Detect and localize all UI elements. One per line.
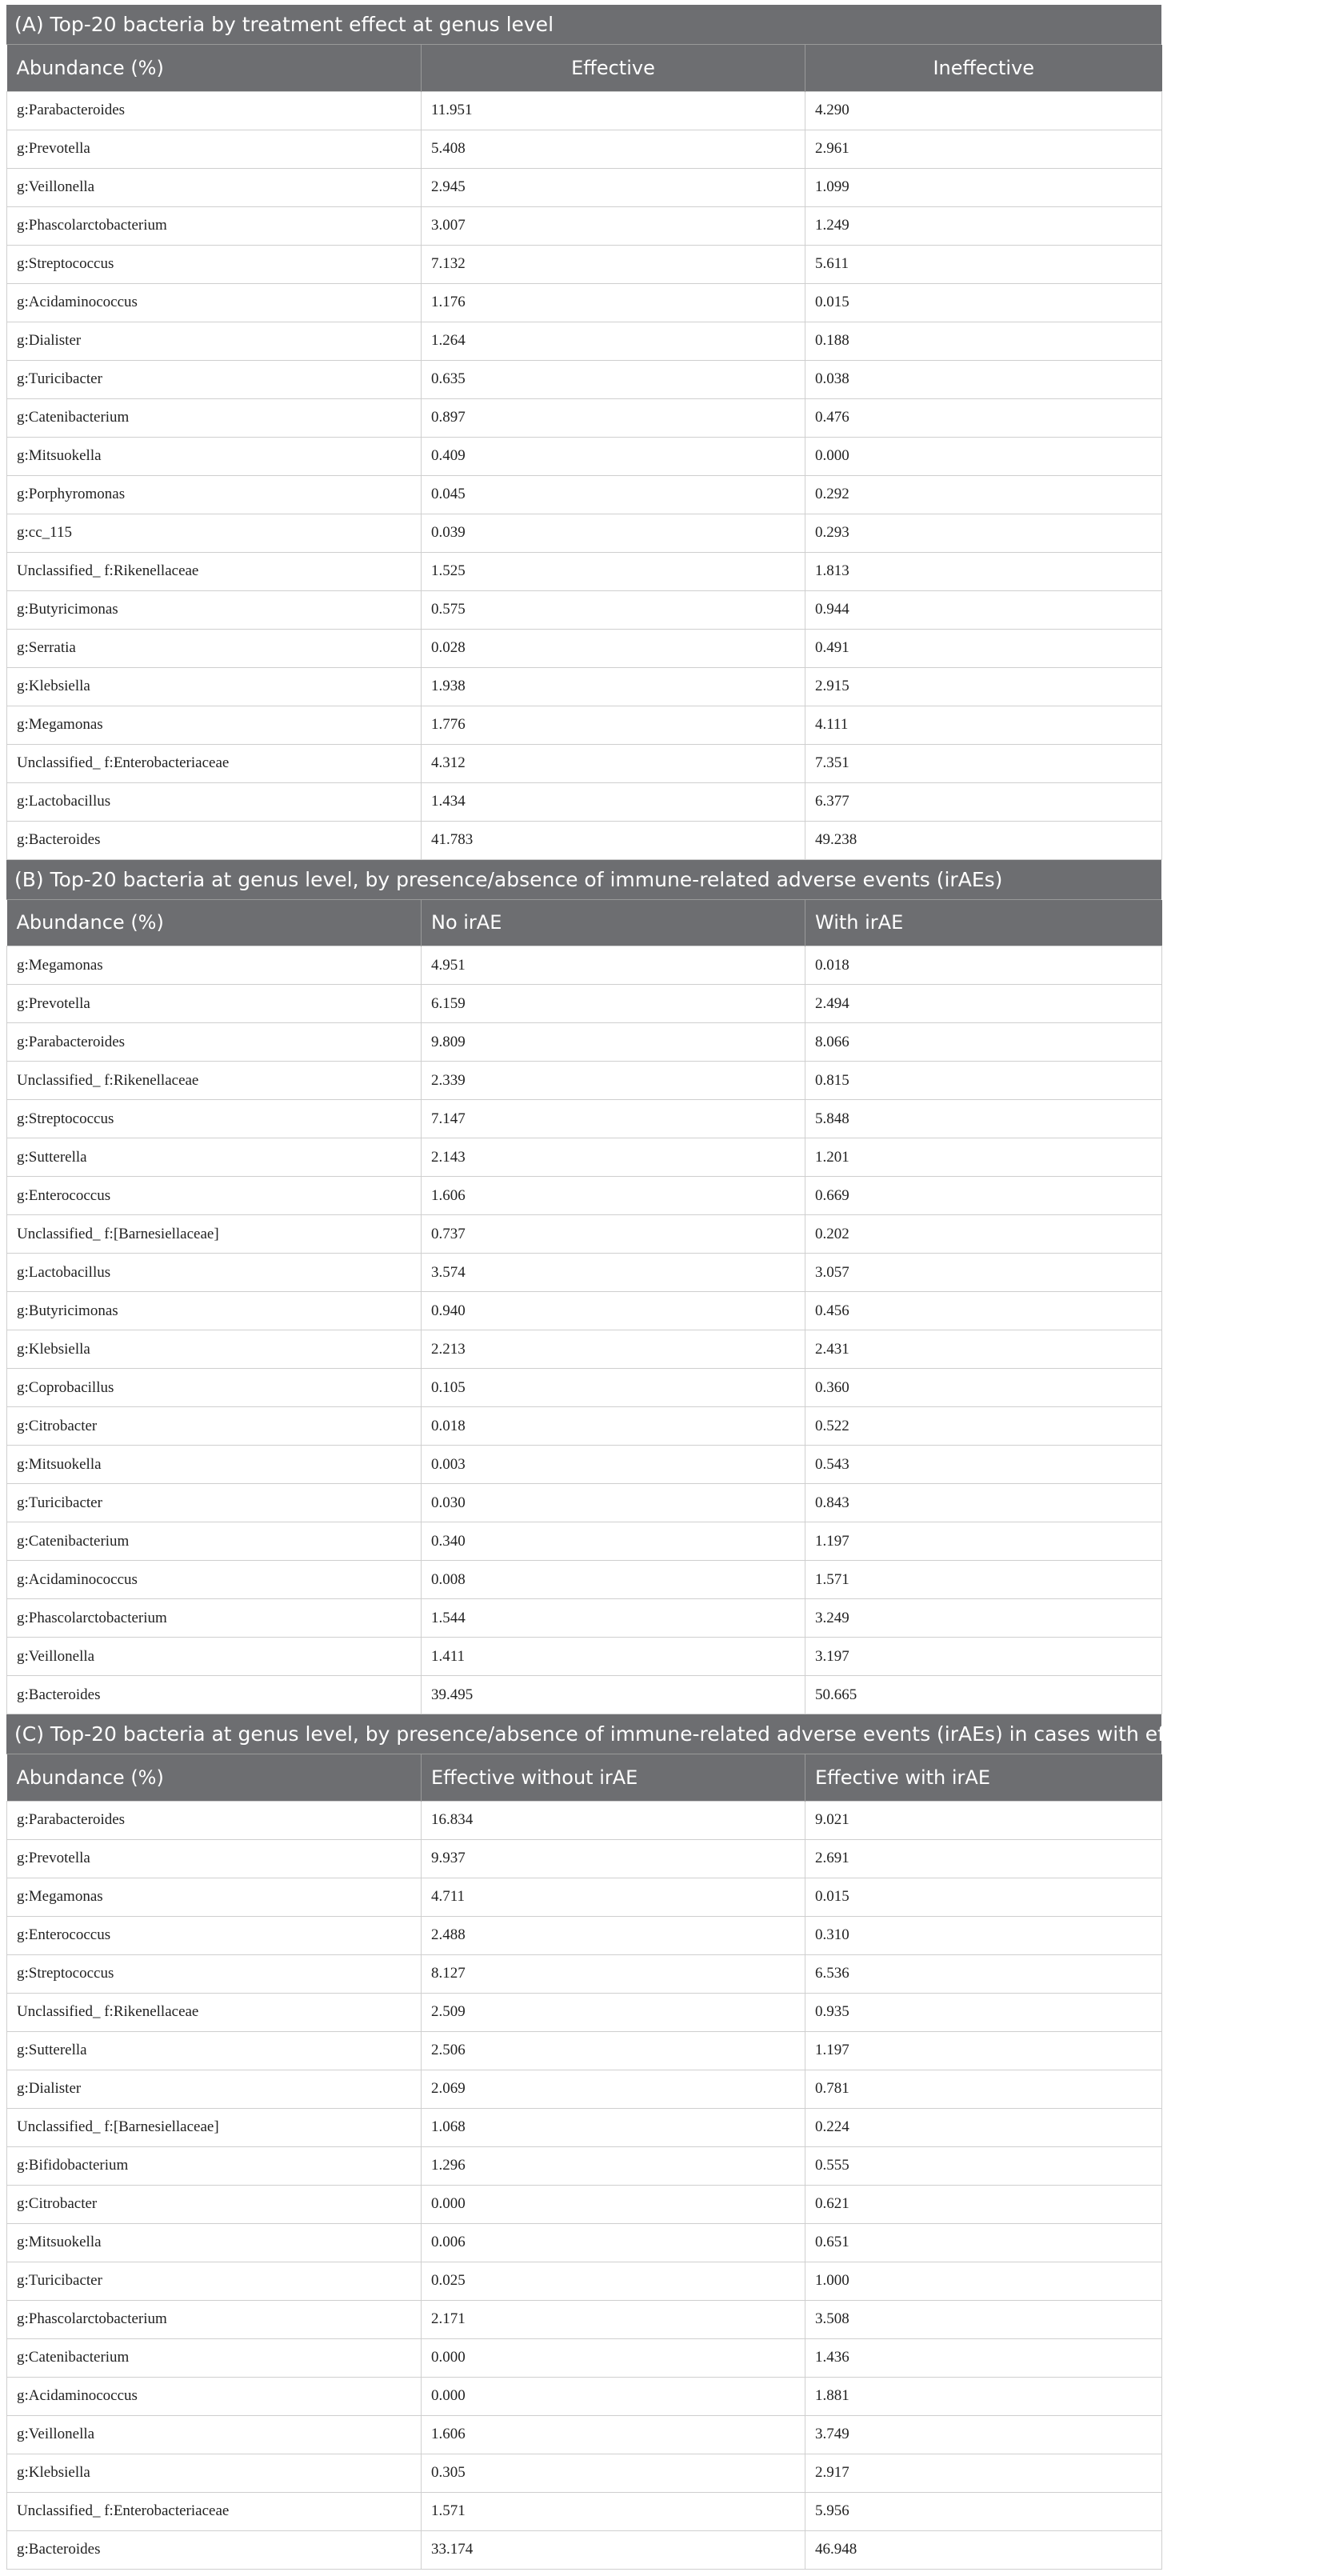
value-cell: 3.057 (805, 1254, 1162, 1292)
column-header-abundance: Abundance (%) (7, 900, 422, 946)
genus-cell: g:Turicibacter (7, 1484, 422, 1522)
table-b-header-row (7, 900, 1162, 946)
genus-cell: g:Bacteroides (7, 821, 422, 859)
genus-cell: g:Lactobacillus (7, 782, 422, 821)
value-cell: 0.737 (422, 1215, 805, 1254)
value-cell: 7.351 (805, 744, 1162, 782)
genus-cell: Unclassified_ f:Rikenellaceae (7, 1062, 422, 1100)
genus-cell: g:Streptococcus (7, 1100, 422, 1138)
value-cell: 0.008 (422, 1561, 805, 1599)
table-row (7, 1954, 1162, 1993)
value-cell: 1.813 (805, 552, 1162, 590)
value-cell: 0.000 (422, 2338, 805, 2377)
value-cell: 0.015 (805, 283, 1162, 322)
value-cell: 3.007 (422, 206, 805, 245)
value-cell: 0.897 (422, 398, 805, 437)
column-header-ineffective: Ineffective (805, 45, 1162, 91)
value-cell: 46.948 (805, 2530, 1162, 2569)
value-cell: 1.197 (805, 1522, 1162, 1561)
table-row (7, 2185, 1162, 2223)
genus-cell: g:Dialister (7, 322, 422, 360)
value-cell: 0.305 (422, 2454, 805, 2492)
genus-cell: g:Klebsiella (7, 2454, 422, 2492)
value-cell: 1.436 (805, 2338, 1162, 2377)
genus-cell: g:Acidaminococcus (7, 283, 422, 322)
value-cell: 2.431 (805, 1330, 1162, 1369)
value-cell: 0.651 (805, 2223, 1162, 2262)
table-row (7, 667, 1162, 706)
table-row (7, 2530, 1162, 2569)
value-cell: 0.555 (805, 2146, 1162, 2185)
value-cell: 1.411 (422, 1638, 805, 1676)
table-row (7, 2300, 1162, 2338)
value-cell: 0.018 (805, 946, 1162, 985)
table-row (7, 475, 1162, 514)
data-tables (6, 5, 1339, 2570)
column-header-effective: Effective (422, 45, 805, 91)
genus-cell: g:Megamonas (7, 706, 422, 744)
genus-cell: Unclassified_ f:Enterobacteriaceae (7, 744, 422, 782)
table-row (7, 1215, 1162, 1254)
value-cell: 1.176 (422, 283, 805, 322)
genus-cell: g:Klebsiella (7, 667, 422, 706)
table-row (7, 283, 1162, 322)
value-cell: 1.434 (422, 782, 805, 821)
value-cell: 4.290 (805, 91, 1162, 130)
value-cell: 9.809 (422, 1023, 805, 1062)
value-cell: 1.197 (805, 2031, 1162, 2070)
table-row (7, 1638, 1162, 1676)
table-row (7, 744, 1162, 782)
genus-cell: g:Bacteroides (7, 2530, 422, 2569)
table-c (6, 1754, 1162, 2570)
table-a-title: (A) Top-20 bacteria by treatment effect at genus level (6, 5, 1161, 45)
value-cell: 11.951 (422, 91, 805, 130)
table-row (7, 2031, 1162, 2070)
table-a (6, 45, 1162, 860)
table-row (7, 985, 1162, 1023)
value-cell: 2.143 (422, 1138, 805, 1177)
value-cell: 1.249 (805, 206, 1162, 245)
genus-cell: g:Enterococcus (7, 1916, 422, 1954)
value-cell: 49.238 (805, 821, 1162, 859)
value-cell: 39.495 (422, 1676, 805, 1714)
table-row (7, 206, 1162, 245)
value-cell: 2.069 (422, 2070, 805, 2108)
value-cell: 1.606 (422, 2415, 805, 2454)
genus-cell: Unclassified_ f:Rikenellaceae (7, 1993, 422, 2031)
genus-cell: g:Citrobacter (7, 1407, 422, 1446)
column-header-no-irae: No irAE (422, 900, 805, 946)
genus-cell: g:Prevotella (7, 130, 422, 168)
genus-cell: g:Parabacteroides (7, 91, 422, 130)
table-row (7, 1484, 1162, 1522)
value-cell: 1.571 (805, 1561, 1162, 1599)
table-row (7, 2223, 1162, 2262)
table-c-header-row (7, 1754, 1162, 1801)
table-c-title: (C) Top-20 bacteria at genus level, by presence/absence of immune-related adverse events (irAEs) in cases with effective treatment (6, 1714, 1161, 1754)
table-row (7, 1878, 1162, 1916)
table-row (7, 1100, 1162, 1138)
value-cell: 0.843 (805, 1484, 1162, 1522)
value-cell: 0.025 (422, 2262, 805, 2300)
value-cell: 0.292 (805, 475, 1162, 514)
column-header-with-irae: With irAE (805, 900, 1162, 946)
value-cell: 0.621 (805, 2185, 1162, 2223)
value-cell: 0.003 (422, 1446, 805, 1484)
value-cell: 0.940 (422, 1292, 805, 1330)
value-cell: 3.508 (805, 2300, 1162, 2338)
genus-cell: g:Lactobacillus (7, 1254, 422, 1292)
table-b (6, 900, 1162, 1715)
value-cell: 0.202 (805, 1215, 1162, 1254)
value-cell: 1.264 (422, 322, 805, 360)
table-row (7, 1369, 1162, 1407)
table-row (7, 1916, 1162, 1954)
table-row (7, 322, 1162, 360)
genus-cell: g:Sutterella (7, 1138, 422, 1177)
table-row (7, 437, 1162, 475)
table-row (7, 1292, 1162, 1330)
genus-cell: g:Streptococcus (7, 245, 422, 283)
table-row (7, 1138, 1162, 1177)
value-cell: 0.000 (805, 437, 1162, 475)
table-row (7, 1993, 1162, 2031)
value-cell: 1.525 (422, 552, 805, 590)
genus-cell: g:Acidaminococcus (7, 2377, 422, 2415)
value-cell: 0.522 (805, 1407, 1162, 1446)
value-cell: 4.711 (422, 1878, 805, 1916)
genus-cell: g:Catenibacterium (7, 398, 422, 437)
value-cell: 0.340 (422, 1522, 805, 1561)
genus-cell: g:Mitsuokella (7, 1446, 422, 1484)
value-cell: 0.028 (422, 629, 805, 667)
value-cell: 2.961 (805, 130, 1162, 168)
table-a-header-row (7, 45, 1162, 91)
table-b-body (7, 946, 1162, 1714)
value-cell: 3.749 (805, 2415, 1162, 2454)
table-row (7, 1676, 1162, 1714)
value-cell: 5.611 (805, 245, 1162, 283)
table-row (7, 590, 1162, 629)
value-cell: 4.312 (422, 744, 805, 782)
value-cell: 0.491 (805, 629, 1162, 667)
table-row (7, 2108, 1162, 2146)
genus-cell: g:Sutterella (7, 2031, 422, 2070)
value-cell: 0.015 (805, 1878, 1162, 1916)
value-cell: 0.038 (805, 360, 1162, 398)
genus-cell: g:Megamonas (7, 1878, 422, 1916)
genus-cell: g:Mitsuokella (7, 2223, 422, 2262)
table-row (7, 782, 1162, 821)
value-cell: 0.224 (805, 2108, 1162, 2146)
genus-cell: Unclassified_ f:Enterobacteriaceae (7, 2492, 422, 2530)
value-cell: 6.377 (805, 782, 1162, 821)
value-cell: 7.147 (422, 1100, 805, 1138)
genus-cell: g:Catenibacterium (7, 1522, 422, 1561)
value-cell: 1.068 (422, 2108, 805, 2146)
table-row (7, 1177, 1162, 1215)
table-row (7, 629, 1162, 667)
table-row (7, 1839, 1162, 1878)
genus-cell: g:Klebsiella (7, 1330, 422, 1369)
genus-cell: g:Turicibacter (7, 2262, 422, 2300)
value-cell: 2.917 (805, 2454, 1162, 2492)
table-b-section (6, 860, 1161, 1715)
value-cell: 0.293 (805, 514, 1162, 552)
table-row (7, 2454, 1162, 2492)
table-row (7, 821, 1162, 859)
value-cell: 0.030 (422, 1484, 805, 1522)
table-row (7, 1023, 1162, 1062)
value-cell: 1.296 (422, 2146, 805, 2185)
genus-cell: g:Catenibacterium (7, 2338, 422, 2377)
value-cell: 1.544 (422, 1599, 805, 1638)
table-row (7, 1522, 1162, 1561)
genus-cell: g:Streptococcus (7, 1954, 422, 1993)
genus-cell: g:Parabacteroides (7, 1023, 422, 1062)
value-cell: 0.188 (805, 322, 1162, 360)
value-cell: 0.000 (422, 2377, 805, 2415)
table-row (7, 245, 1162, 283)
value-cell: 1.606 (422, 1177, 805, 1215)
value-cell: 3.574 (422, 1254, 805, 1292)
value-cell: 41.783 (422, 821, 805, 859)
table-row (7, 1062, 1162, 1100)
value-cell: 9.021 (805, 1801, 1162, 1839)
genus-cell: g:Veillonella (7, 2415, 422, 2454)
value-cell: 0.045 (422, 475, 805, 514)
value-cell: 0.456 (805, 1292, 1162, 1330)
value-cell: 7.132 (422, 245, 805, 283)
genus-cell: g:Coprobacillus (7, 1369, 422, 1407)
table-c-body (7, 1801, 1162, 2569)
value-cell: 0.781 (805, 2070, 1162, 2108)
table-row (7, 552, 1162, 590)
value-cell: 1.000 (805, 2262, 1162, 2300)
genus-cell: g:Prevotella (7, 985, 422, 1023)
value-cell: 2.691 (805, 1839, 1162, 1878)
table-row (7, 2415, 1162, 2454)
value-cell: 0.409 (422, 437, 805, 475)
value-cell: 50.665 (805, 1676, 1162, 1714)
genus-cell: g:Mitsuokella (7, 437, 422, 475)
table-b-title: (B) Top-20 bacteria at genus level, by presence/absence of immune-related adverse events (irAEs) (6, 860, 1161, 900)
table-row (7, 946, 1162, 985)
value-cell: 3.197 (805, 1638, 1162, 1676)
table-row (7, 130, 1162, 168)
genus-cell: g:Citrobacter (7, 2185, 422, 2223)
table-row (7, 2262, 1162, 2300)
table-row (7, 514, 1162, 552)
genus-cell: g:Megamonas (7, 946, 422, 985)
genus-cell: g:Veillonella (7, 1638, 422, 1676)
value-cell: 2.506 (422, 2031, 805, 2070)
value-cell: 0.018 (422, 1407, 805, 1446)
genus-cell: g:Porphyromonas (7, 475, 422, 514)
value-cell: 16.834 (422, 1801, 805, 1839)
value-cell: 2.509 (422, 1993, 805, 2031)
value-cell: 5.848 (805, 1100, 1162, 1138)
value-cell: 0.360 (805, 1369, 1162, 1407)
value-cell: 0.476 (805, 398, 1162, 437)
table-row (7, 1330, 1162, 1369)
table-row (7, 398, 1162, 437)
genus-cell: g:cc_115 (7, 514, 422, 552)
table-row (7, 2338, 1162, 2377)
value-cell: 0.006 (422, 2223, 805, 2262)
table-row (7, 1446, 1162, 1484)
value-cell: 0.543 (805, 1446, 1162, 1484)
value-cell: 1.099 (805, 168, 1162, 206)
value-cell: 1.938 (422, 667, 805, 706)
value-cell: 1.571 (422, 2492, 805, 2530)
value-cell: 3.249 (805, 1599, 1162, 1638)
genus-cell: g:Dialister (7, 2070, 422, 2108)
value-cell: 5.408 (422, 130, 805, 168)
value-cell: 2.213 (422, 1330, 805, 1369)
value-cell: 0.944 (805, 590, 1162, 629)
table-row (7, 706, 1162, 744)
value-cell: 0.000 (422, 2185, 805, 2223)
column-header-effective-without-irae: Effective without irAE (422, 1754, 805, 1801)
value-cell: 2.171 (422, 2300, 805, 2338)
table-row (7, 2377, 1162, 2415)
genus-cell: g:Bifidobacterium (7, 2146, 422, 2185)
table-row (7, 1407, 1162, 1446)
genus-cell: g:Serratia (7, 629, 422, 667)
table-row (7, 360, 1162, 398)
value-cell: 9.937 (422, 1839, 805, 1878)
value-cell: 2.945 (422, 168, 805, 206)
genus-cell: g:Butyricimonas (7, 590, 422, 629)
value-cell: 2.339 (422, 1062, 805, 1100)
genus-cell: g:Phascolarctobacterium (7, 2300, 422, 2338)
value-cell: 0.669 (805, 1177, 1162, 1215)
genus-cell: Unclassified_ f:[Barnesiellaceae] (7, 2108, 422, 2146)
value-cell: 1.201 (805, 1138, 1162, 1177)
table-c-section (6, 1714, 1339, 2570)
table-row (7, 1254, 1162, 1292)
genus-cell: Unclassified_ f:[Barnesiellaceae] (7, 1215, 422, 1254)
value-cell: 2.915 (805, 667, 1162, 706)
value-cell: 0.105 (422, 1369, 805, 1407)
table-row (7, 1801, 1162, 1839)
genus-cell: g:Phascolarctobacterium (7, 1599, 422, 1638)
value-cell: 5.956 (805, 2492, 1162, 2530)
genus-cell: g:Parabacteroides (7, 1801, 422, 1839)
column-header-abundance: Abundance (%) (7, 1754, 422, 1801)
value-cell: 2.488 (422, 1916, 805, 1954)
value-cell: 8.066 (805, 1023, 1162, 1062)
genus-cell: Unclassified_ f:Rikenellaceae (7, 552, 422, 590)
table-row (7, 2492, 1162, 2530)
genus-cell: g:Enterococcus (7, 1177, 422, 1215)
value-cell: 33.174 (422, 2530, 805, 2569)
table-row (7, 1599, 1162, 1638)
value-cell: 1.881 (805, 2377, 1162, 2415)
table-row (7, 168, 1162, 206)
genus-cell: g:Acidaminococcus (7, 1561, 422, 1599)
value-cell: 2.494 (805, 985, 1162, 1023)
value-cell: 0.575 (422, 590, 805, 629)
value-cell: 6.159 (422, 985, 805, 1023)
genus-cell: g:Prevotella (7, 1839, 422, 1878)
genus-cell: g:Phascolarctobacterium (7, 206, 422, 245)
value-cell: 6.536 (805, 1954, 1162, 1993)
table-row (7, 2146, 1162, 2185)
table-a-section (6, 5, 1161, 860)
table-row (7, 2070, 1162, 2108)
value-cell: 0.815 (805, 1062, 1162, 1100)
table-row (7, 1561, 1162, 1599)
table-row (7, 91, 1162, 130)
value-cell: 8.127 (422, 1954, 805, 1993)
table-a-body (7, 91, 1162, 859)
genus-cell: g:Turicibacter (7, 360, 422, 398)
value-cell: 1.776 (422, 706, 805, 744)
genus-cell: g:Butyricimonas (7, 1292, 422, 1330)
value-cell: 0.635 (422, 360, 805, 398)
genus-cell: g:Veillonella (7, 168, 422, 206)
genus-cell: g:Bacteroides (7, 1676, 422, 1714)
value-cell: 0.310 (805, 1916, 1162, 1954)
column-header-abundance: Abundance (%) (7, 45, 422, 91)
value-cell: 0.039 (422, 514, 805, 552)
value-cell: 4.951 (422, 946, 805, 985)
column-header-effective-with-irae: Effective with irAE (805, 1754, 1162, 1801)
value-cell: 4.111 (805, 706, 1162, 744)
value-cell: 0.935 (805, 1993, 1162, 2031)
